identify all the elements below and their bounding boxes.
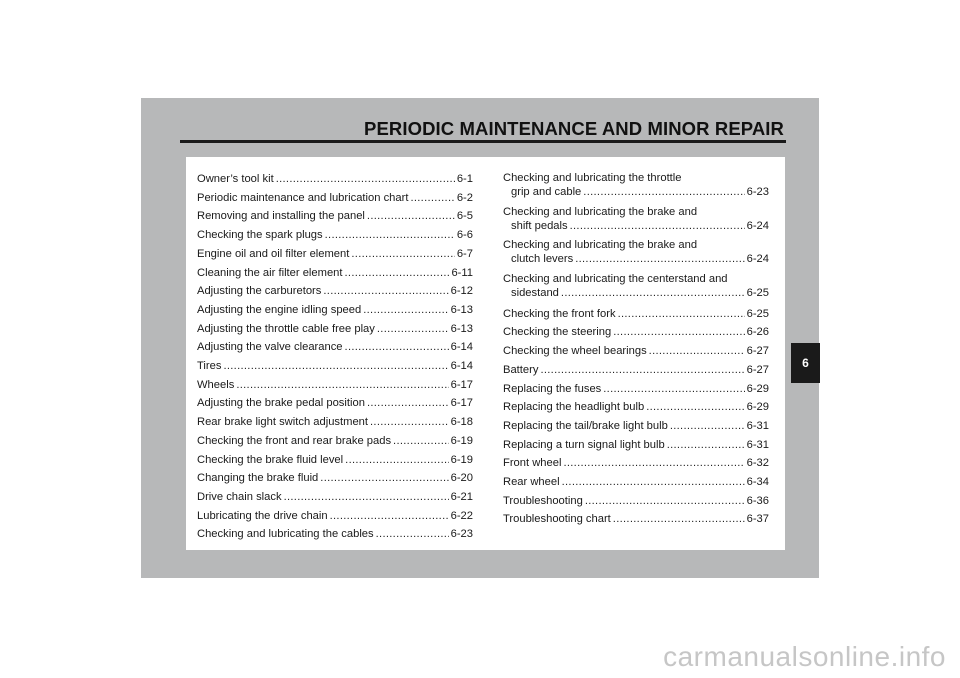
toc-entry-page: 6-27 — [746, 363, 769, 376]
toc-entry-label: Wheels — [197, 378, 235, 391]
dot-leader — [646, 398, 744, 417]
toc-entry-page: 6-19 — [450, 434, 473, 447]
toc-entry-label: Checking the brake fluid level — [197, 453, 344, 466]
toc-entry-heading: Checking and lubricating the brake and — [503, 205, 698, 218]
toc-entry[interactable] — [503, 286, 769, 301]
toc-entry-page: 6-37 — [746, 513, 769, 526]
toc-entry-label: Rear wheel — [503, 476, 560, 489]
toc-entry-page: 6-22 — [450, 509, 473, 522]
dot-leader — [370, 413, 449, 432]
toc-entry-label: Replacing the headlight bulb — [503, 401, 645, 414]
toc-entry-page: 6-31 — [746, 438, 769, 451]
toc-entry-page: 6-6 — [456, 229, 473, 242]
toc-entry-label: Lubricating the drive chain — [197, 509, 328, 522]
dot-leader — [561, 286, 745, 301]
toc-entry-page: 6-5 — [456, 210, 473, 223]
dot-leader — [575, 252, 744, 267]
toc-entry-label: Replacing a turn signal light bulb — [503, 438, 665, 451]
toc-entry[interactable] — [503, 323, 769, 342]
toc-entry[interactable] — [197, 207, 473, 226]
toc-entry-label: Checking the wheel bearings — [503, 345, 647, 358]
toc-entry-heading: Checking and lubricating the brake and — [503, 239, 698, 252]
toc-entry-label: Adjusting the engine idling speed — [197, 303, 362, 316]
toc-entry-label: Drive chain slack — [197, 490, 282, 503]
toc-entry[interactable] — [197, 264, 473, 283]
dot-leader — [325, 226, 455, 245]
dot-leader — [583, 185, 744, 200]
toc-entry[interactable] — [197, 226, 473, 245]
toc-entry-label: Checking the front fork — [503, 307, 616, 320]
dot-leader — [585, 492, 745, 511]
toc-entry[interactable] — [197, 376, 473, 395]
toc-entry-page: 6-23 — [746, 186, 769, 198]
dot-leader — [667, 436, 745, 455]
toc-entry-page: 6-12 — [450, 285, 473, 298]
dot-leader — [649, 342, 745, 361]
dot-leader — [570, 219, 745, 234]
toc-entry-label: Checking the steering — [503, 326, 612, 339]
dot-leader — [351, 245, 454, 264]
toc-entry[interactable] — [503, 492, 769, 511]
toc-entry[interactable] — [197, 507, 473, 526]
dot-leader — [367, 394, 449, 413]
toc-entry-page: 6-14 — [450, 360, 473, 373]
toc-entry-label: Replacing the tail/brake light bulb — [503, 419, 668, 432]
toc-entry[interactable] — [503, 398, 769, 417]
toc-entry-page: 6-2 — [456, 191, 473, 204]
dot-leader — [367, 207, 455, 226]
toc-entry-page: 6-31 — [746, 419, 769, 432]
dot-leader — [363, 301, 448, 320]
toc-entry-label: Adjusting the brake pedal position — [197, 397, 365, 410]
toc-entry-label: Battery — [503, 363, 539, 376]
toc-entry[interactable] — [503, 219, 769, 234]
toc-entry[interactable] — [503, 185, 769, 200]
dot-leader — [618, 305, 745, 324]
toc-entry-label: Owner’s tool kit — [197, 173, 274, 185]
chapter-tab[interactable]: 6 — [791, 343, 820, 383]
dot-leader — [670, 417, 745, 436]
watermark-text: carmanualsonline.info — [663, 641, 946, 672]
toc-entry-label: Troubleshooting — [503, 494, 583, 507]
toc-entry-label: Checking the front and rear brake pads — [197, 434, 392, 447]
toc-entry[interactable] — [503, 436, 769, 455]
toc-entry-page: 6-26 — [746, 326, 769, 339]
toc-entry-page: 6-21 — [450, 490, 473, 503]
toc-entry[interactable] — [503, 342, 769, 361]
toc-entry-page: 6-13 — [450, 303, 473, 316]
toc-entry-label: Tires — [197, 360, 222, 373]
toc-entry-page: 6-25 — [746, 287, 769, 300]
toc-entry-page: 6-27 — [746, 345, 769, 358]
toc-entry-label: Changing the brake fluid — [197, 472, 319, 485]
toc-entry[interactable] — [197, 282, 473, 301]
toc-entry[interactable] — [503, 252, 769, 267]
dot-leader — [613, 510, 745, 529]
toc-entry[interactable] — [503, 305, 769, 324]
toc-entry[interactable] — [503, 361, 769, 380]
toc-entry-page: 6-20 — [450, 472, 473, 485]
toc-entry-page: 6-1 — [456, 173, 473, 185]
dot-leader — [377, 320, 449, 339]
toc-entry[interactable] — [503, 417, 769, 436]
dot-leader — [540, 361, 744, 380]
dot-leader — [613, 323, 744, 342]
toc-entry-page: 6-14 — [450, 341, 473, 354]
toc-entry[interactable] — [197, 245, 473, 264]
dot-leader — [223, 357, 448, 376]
toc-entry-page: 6-13 — [450, 322, 473, 335]
toc-entry-page: 6-34 — [746, 476, 769, 489]
dot-leader — [603, 380, 744, 399]
section-title: PERIODIC MAINTENANCE AND MINOR REPAIR — [364, 118, 784, 139]
toc-entry[interactable] — [197, 357, 473, 376]
toc-entry-heading: Checking and lubricating the centerstand and — [503, 273, 728, 286]
toc-entry-page: 6-32 — [746, 457, 769, 470]
toc-entry-label: Adjusting the throttle cable free play — [197, 322, 375, 335]
dot-leader — [376, 525, 449, 544]
dot-leader — [276, 170, 455, 189]
dot-leader — [345, 451, 448, 470]
toc-entry-page: 6-11 — [451, 266, 473, 279]
dot-leader — [330, 507, 449, 526]
dot-leader — [236, 376, 448, 395]
title-underline — [180, 140, 786, 143]
toc-entry-label: shift pedals — [511, 219, 568, 232]
toc-entry-page: 6-29 — [746, 382, 769, 395]
toc-entry-page: 6-18 — [450, 416, 473, 429]
toc-entry-page: 6-19 — [450, 453, 473, 466]
toc-entry-page: 6-17 — [450, 397, 473, 410]
toc-entry[interactable] — [197, 432, 473, 451]
toc-entry-page: 6-36 — [746, 494, 769, 507]
toc-entry-label: Adjusting the valve clearance — [197, 341, 343, 354]
dot-leader — [563, 454, 744, 473]
toc-panel — [186, 157, 785, 550]
toc-entry[interactable] — [503, 454, 769, 473]
toc-entry[interactable] — [197, 469, 473, 488]
toc-entry-label: Periodic maintenance and lubrication chart — [197, 191, 409, 204]
dot-leader — [345, 338, 449, 357]
toc-entry-label: Checking and lubricating the cables — [197, 528, 374, 541]
toc-entry-page: 6-25 — [746, 307, 769, 320]
toc-entry-page: 6-17 — [450, 378, 473, 391]
toc-entry-label: Front wheel — [503, 457, 562, 470]
dot-leader — [323, 282, 448, 301]
toc-entry-label: Rear brake light switch adjustment — [197, 416, 368, 429]
toc-entry[interactable] — [197, 413, 473, 432]
dot-leader — [393, 432, 449, 451]
toc-entry-heading: Checking and lubricating the throttle — [503, 172, 682, 184]
toc-entry-page: 6-24 — [746, 253, 769, 266]
toc-entry-page: 6-24 — [746, 219, 769, 232]
toc-entry[interactable] — [503, 473, 769, 492]
toc-entry[interactable] — [197, 320, 473, 339]
toc-entry-label: grip and cable — [511, 186, 582, 198]
toc-entry-label: clutch levers — [511, 253, 574, 266]
toc-entry[interactable] — [503, 380, 769, 399]
toc-column-left — [197, 170, 473, 544]
toc-entry-label: Replacing the fuses — [503, 382, 602, 395]
toc-entry-label: Engine oil and oil filter element — [197, 247, 350, 260]
toc-entry[interactable] — [197, 189, 473, 208]
toc-entry-page: 6-23 — [450, 528, 473, 541]
toc-entry-label: sidestand — [511, 287, 559, 300]
toc-entry[interactable] — [197, 488, 473, 507]
toc-entry-label: Troubleshooting chart — [503, 513, 611, 526]
toc-entry-page: 6-7 — [456, 247, 473, 260]
dot-leader — [320, 469, 448, 488]
toc-entry-label: Cleaning the air filter element — [197, 266, 343, 279]
toc-entry-label: Checking the spark plugs — [197, 229, 323, 242]
toc-entry[interactable] — [503, 510, 769, 529]
toc-column-right — [503, 170, 769, 529]
dot-leader — [410, 189, 454, 208]
dot-leader — [345, 264, 450, 283]
toc-entry[interactable] — [197, 394, 473, 413]
dot-leader — [562, 473, 745, 492]
toc-entry-label: Removing and installing the panel — [197, 210, 365, 223]
toc-entry[interactable] — [197, 301, 473, 320]
toc-entry-label: Adjusting the carburetors — [197, 285, 322, 298]
toc-entry[interactable] — [197, 338, 473, 357]
dot-leader — [284, 488, 449, 507]
toc-entry[interactable] — [197, 525, 473, 544]
toc-entry[interactable] — [197, 170, 473, 189]
toc-entry-page: 6-29 — [746, 401, 769, 414]
toc-entry[interactable] — [197, 451, 473, 470]
